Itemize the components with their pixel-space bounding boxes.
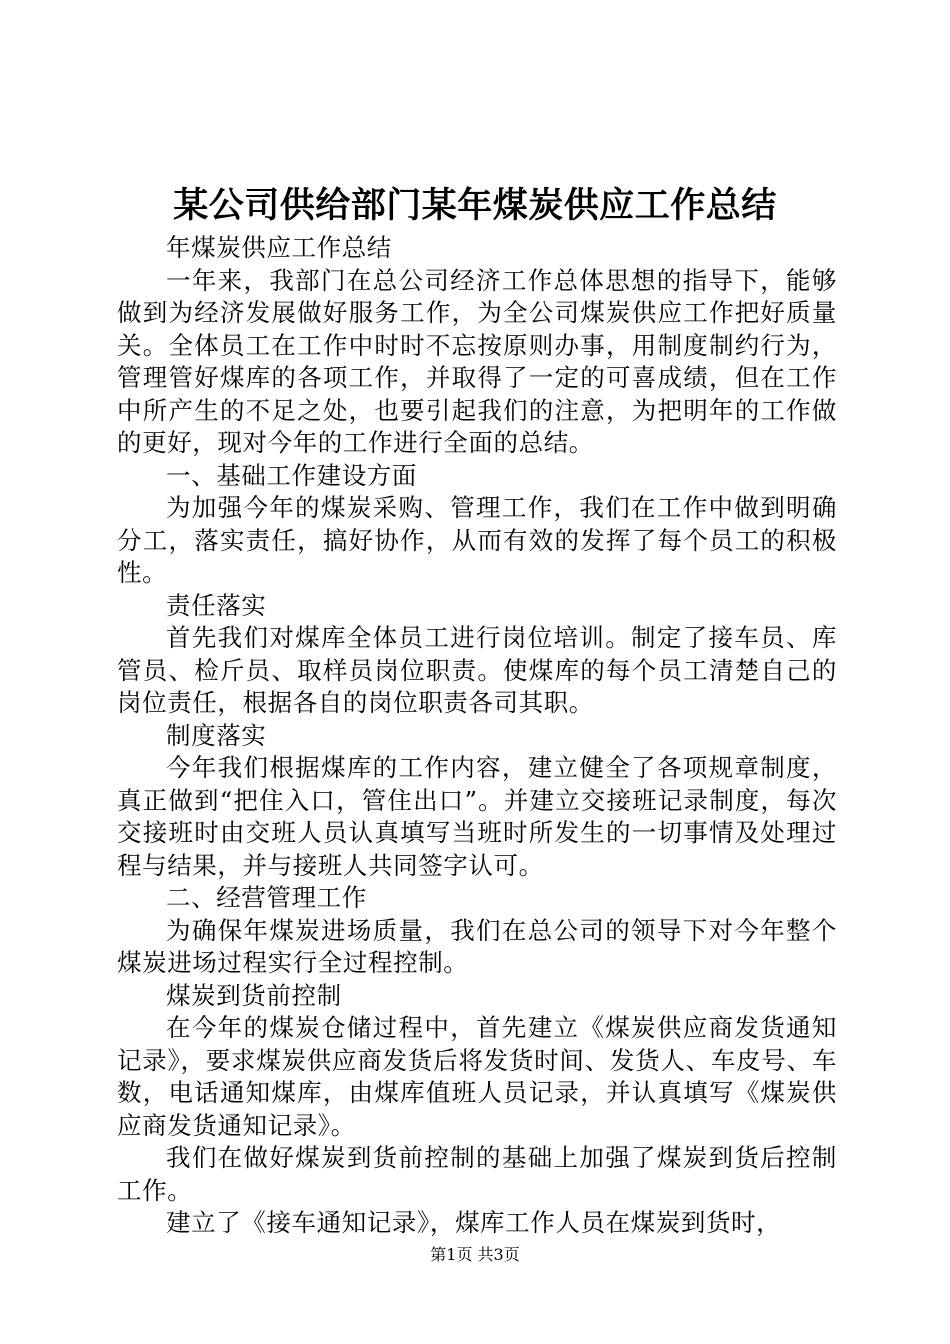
paragraph: 为加强今年的煤炭采购、管理工作，我们在工作中做到明确分工，落实责任，搞好协作，从而有效的发挥了每个员工的积极性。 xyxy=(117,493,837,587)
subheading: 煤炭到货前控制 xyxy=(166,980,342,1010)
paragraph: 我们在做好煤炭到货前控制的基础上加强了煤炭到货后控制工作。 xyxy=(117,1143,837,1205)
subheading: 责任落实 xyxy=(166,590,267,620)
paragraph: 为确保年煤炭进场质量，我们在总公司的领导下对今年整个煤炭进场过程实行全过程控制。 xyxy=(117,915,837,977)
paragraph: 建立了《接车通知记录》，煤库工作人员在煤炭到货时， xyxy=(166,1208,782,1237)
section-heading-2: 二、经营管理工作 xyxy=(166,883,367,912)
paragraph-subtitle: 年煤炭供应工作总结 xyxy=(166,233,392,262)
paragraph-intro: 一年来，我部门在总公司经济工作总体思想的指导下，能够做到为经济发展做好服务工作，为全公司煤炭供应工作把好质量关。全体员工在工作中时时不忘按原则办事，用制度制约行为，管理管好煤库的各项工作，并取得了一定的可喜成绩，但在工作中所产生的不足之处，也要引起我们的注意，为把明年的工作做的更好，现对今年的工作进行全面的总结。 xyxy=(117,265,837,457)
document-body xyxy=(117,232,837,1240)
document-title: 某公司供给部门某年煤炭供应工作总结 xyxy=(173,185,777,226)
paragraph: 首先我们对煤库全体员工进行岗位培训。制定了接车员、库管员、检斤员、取样员岗位职责。使煤库的每个员工清楚自己的岗位责任，根据各自的岗位职责各司其职。 xyxy=(117,623,837,717)
section-heading-1: 一、基础工作建设方面 xyxy=(166,460,417,490)
paragraph: 今年我们根据煤库的工作内容，建立健全了各项规章制度，真正做到“把住入口，管住出口”。并建立交接班记录制度，每次交接班时由交班人员认真填写当班时所发生的一切事情及处理过程与结果，并与接班人共同签字认可。 xyxy=(117,753,837,880)
paragraph: 在今年的煤炭仓储过程中，首先建立《煤炭供应商发货通知记录》，要求煤炭供应商发货后将发货时间、发货人、车皮号、车数，电话通知煤库，由煤库值班人员记录，并认真填写《煤炭供应商发货通知记录》。 xyxy=(117,1013,837,1140)
subheading: 制度落实 xyxy=(166,720,267,750)
page-footer: 第1页 共3页 xyxy=(430,1245,520,1264)
